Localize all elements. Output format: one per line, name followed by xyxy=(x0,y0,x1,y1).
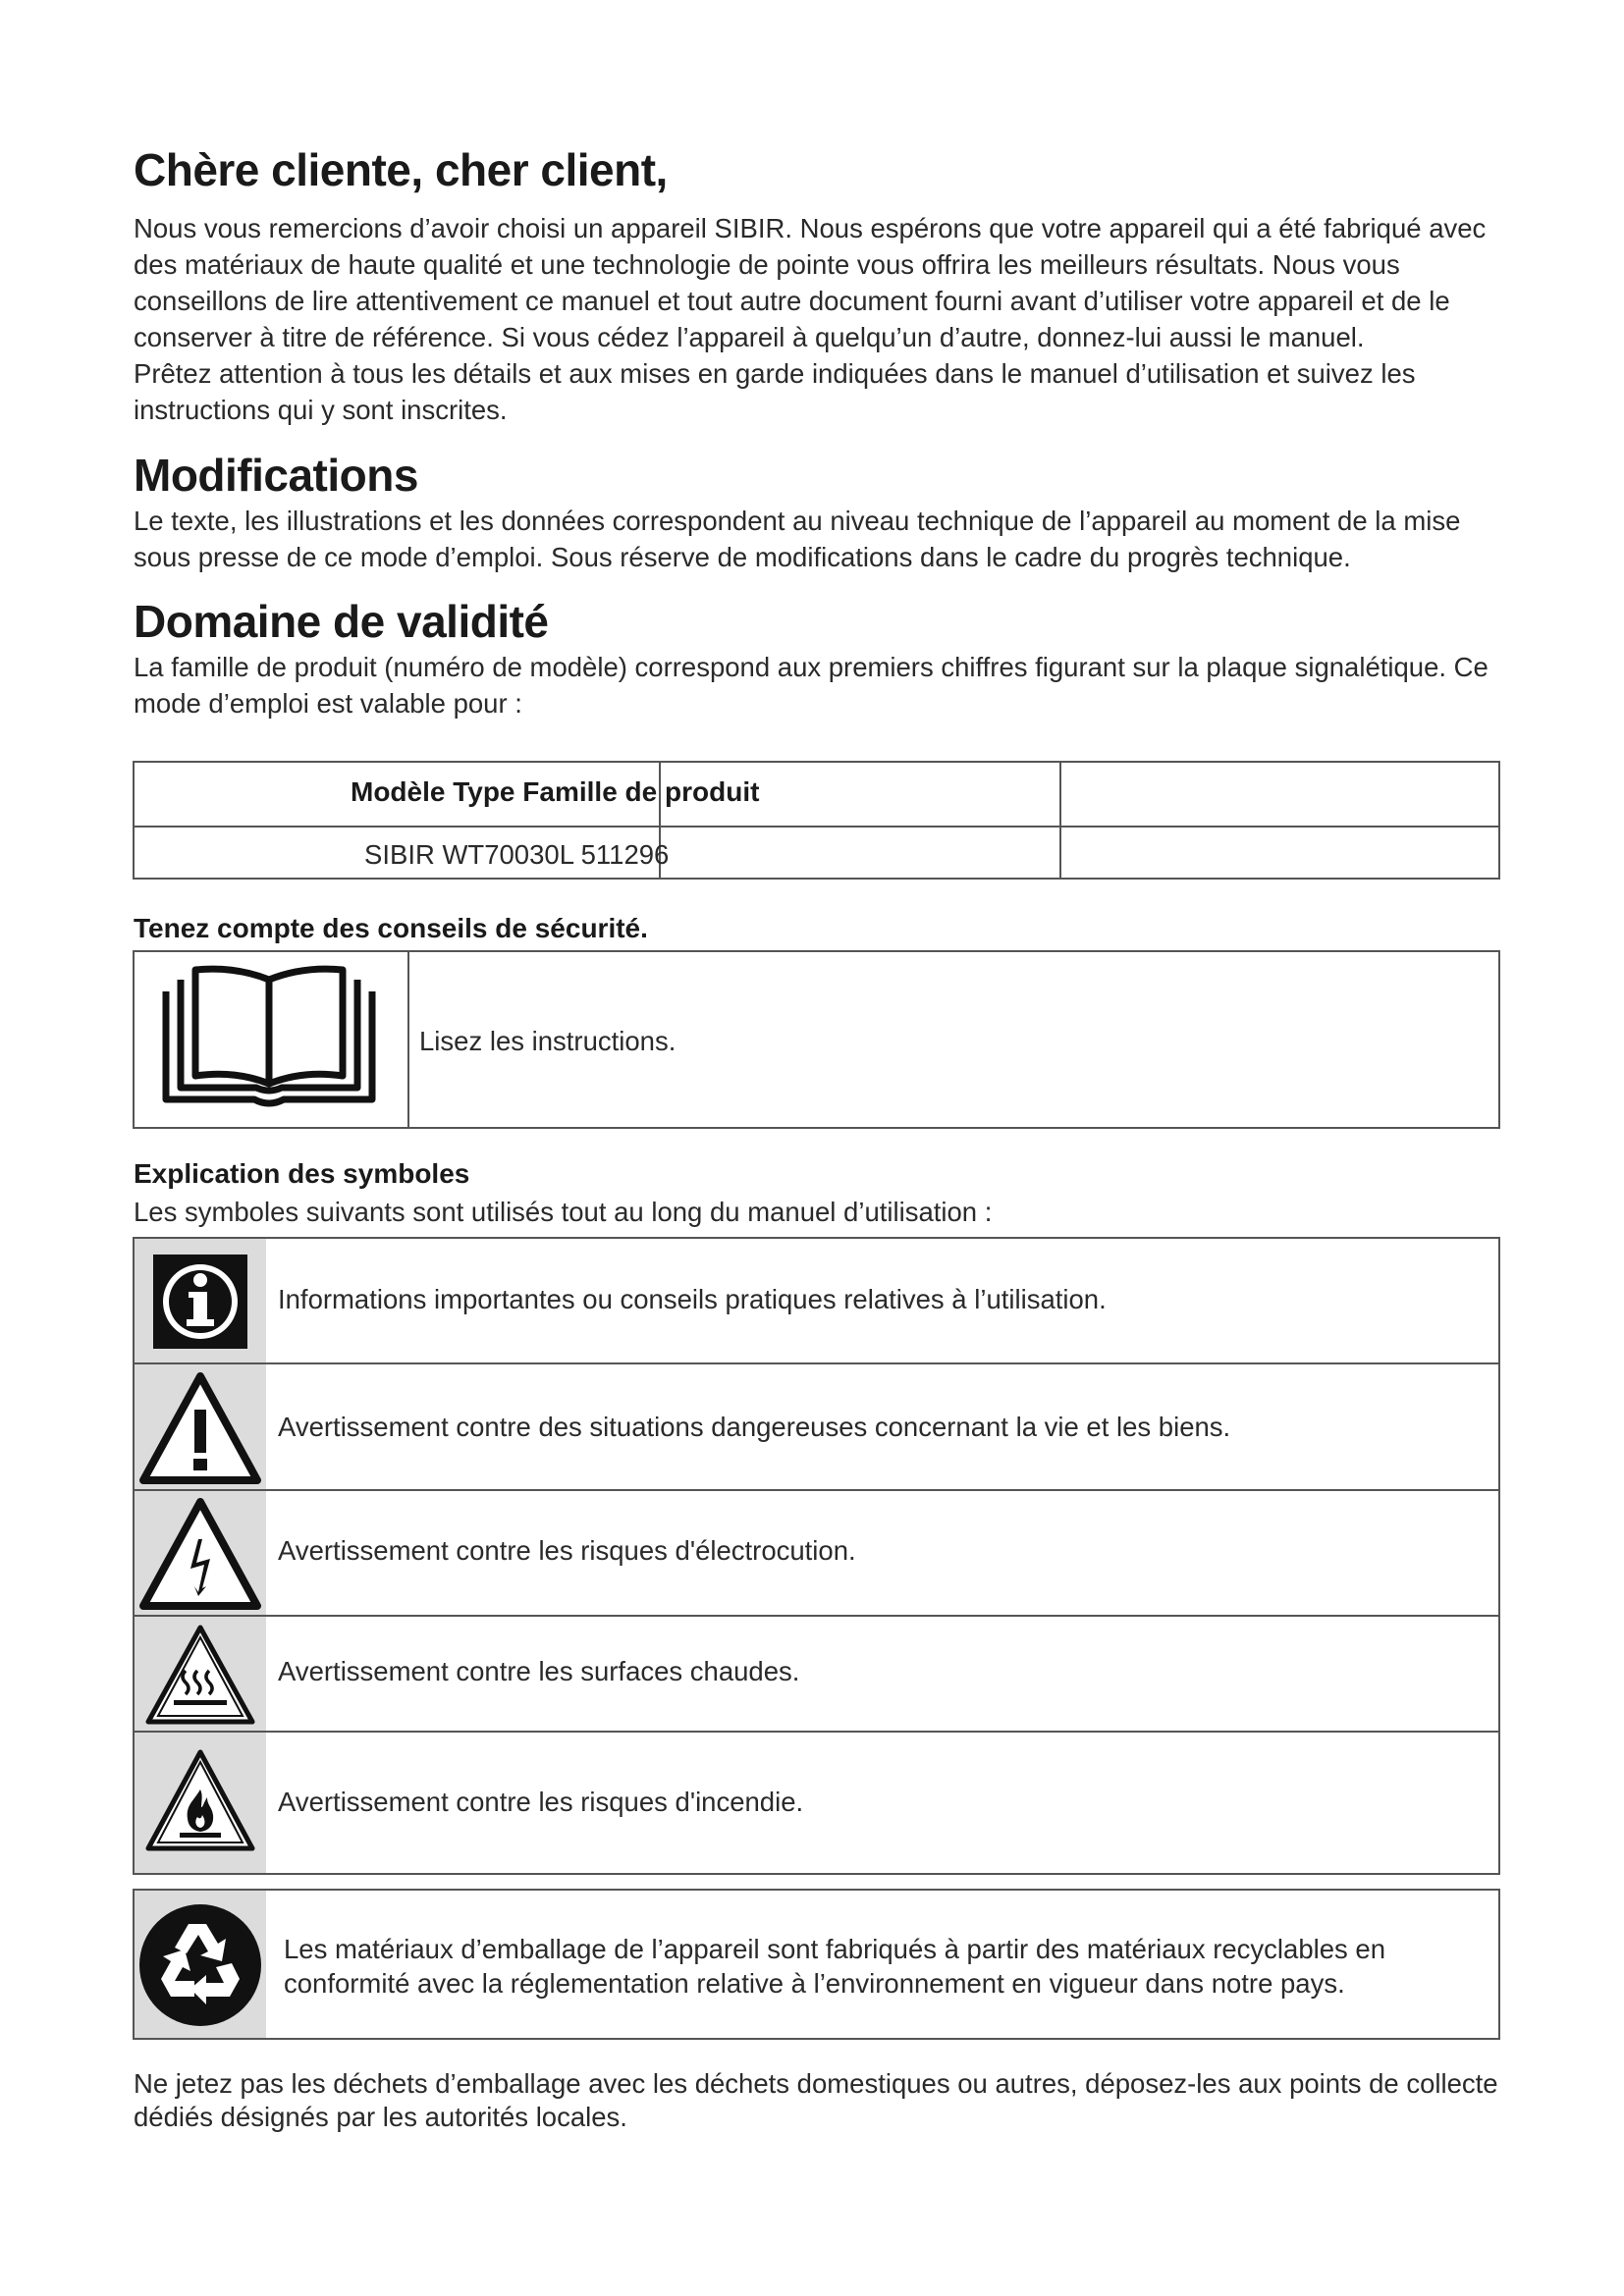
symbol-row-warning xyxy=(135,1364,1498,1491)
symbol-icon-cell xyxy=(135,1491,266,1615)
symbol-text-hot-surface: Avertissement contre les surfaces chaudes. xyxy=(278,1656,800,1686)
symbol-text-info: Informations importantes ou conseils pratiques relatives à l’utilisation. xyxy=(278,1284,1107,1314)
symbol-text-fire: Avertissement contre les risques d'incendie. xyxy=(278,1787,804,1817)
safety-heading: Tenez compte des conseils de sécurité. xyxy=(134,913,648,943)
symbol-row-info xyxy=(135,1239,1498,1364)
model-table-row-divider xyxy=(135,826,1498,828)
symbol-text-electric: Avertissement contre les risques d'électrocution. xyxy=(278,1535,856,1566)
modifications-paragraph: Le texte, les illustrations et les données correspondent au niveau technique de l’appareil au moment de la mise sous presse de ce mode d’emploi. Sous réserve de modifications dans le cadre du progrès technique. xyxy=(134,506,1461,572)
symbol-icon-cell xyxy=(135,1239,266,1362)
symbol-icon-cell xyxy=(135,1617,266,1731)
recycling-text: Les matériaux d’emballage de l’appareil sont fabriqués à partir des matériaux recyclables en conformité avec la réglementation relative à l’environnement en vigueur dans notre pays. xyxy=(284,1934,1385,1999)
recycling-icon-cell xyxy=(135,1891,266,2038)
validity-title: Domaine de validité xyxy=(134,596,549,647)
symbol-icon-cell xyxy=(135,1733,266,1873)
symbol-row-hot-surface xyxy=(135,1617,1498,1733)
symbol-icon-cell xyxy=(135,1364,266,1489)
modifications-title: Modifications xyxy=(134,450,418,501)
fire-hazard-icon xyxy=(142,1746,258,1854)
read-instructions-box xyxy=(133,950,1500,1129)
symbol-row-electric xyxy=(135,1491,1498,1617)
read-instructions-text: Lisez les instructions. xyxy=(419,1026,677,1056)
symbols-heading: Explication des symboles xyxy=(134,1158,470,1189)
symbols-table xyxy=(133,1237,1500,1875)
warning-icon xyxy=(137,1370,263,1486)
model-table-value: SIBIR WT70030L 511296 xyxy=(364,839,670,870)
recycling-box xyxy=(133,1889,1500,2040)
model-table-col-divider-2 xyxy=(1059,763,1061,878)
modifications-body xyxy=(134,503,1498,575)
greeting-body xyxy=(134,210,1498,428)
read-instructions-icon-cell xyxy=(135,952,409,1127)
disposal-text: Ne jetez pas les déchets d’emballage avec les déchets domestiques ou autres, déposez-les aux points de collecte dédiés désignés par les autorités locales. xyxy=(134,2068,1498,2132)
symbols-intro: Les symboles suivants sont utilisés tout au long du manuel d’utilisation : xyxy=(134,1197,993,1227)
recycle-icon xyxy=(137,1902,263,2028)
model-table xyxy=(133,761,1500,880)
validity-body xyxy=(134,649,1498,721)
greeting-paragraph-1: Nous vous remercions d’avoir choisi un appareil SIBIR. Nous espérons que votre appareil qui a été fabriqué avec des matériaux de haute qualité et une technologie de pointe vous offrira les meilleurs résultats. Nous vous conseillons de lire attentivement ce manuel et tout autre document fourni avant d’utiliser votre appareil et de le conserver à titre de référence. Si vous cédez l’appareil à quelqu’un d’autre, donnez-lui aussi le manuel. xyxy=(134,213,1487,352)
hot-surface-icon xyxy=(142,1622,258,1728)
greeting-title: Chère cliente, cher client, xyxy=(134,144,668,195)
greeting-paragraph-2: Prêtez attention à tous les détails et aux mises en garde indiquées dans le manuel d’utilisation et suivez les instructions qui y sont inscrites. xyxy=(134,358,1416,425)
info-icon xyxy=(153,1255,247,1349)
symbol-row-fire xyxy=(135,1733,1498,1873)
book-icon xyxy=(146,962,392,1119)
symbol-text-warning: Avertissement contre des situations dangereuses concernant la vie et les biens. xyxy=(278,1412,1231,1442)
validity-paragraph: La famille de produit (numéro de modèle) correspond aux premiers chiffres figurant sur la plaque signalétique. Ce mode d’emploi est valable pour : xyxy=(134,652,1489,719)
electric-shock-icon xyxy=(137,1496,263,1612)
model-table-header: Modèle Type Famille de produit xyxy=(351,776,760,807)
